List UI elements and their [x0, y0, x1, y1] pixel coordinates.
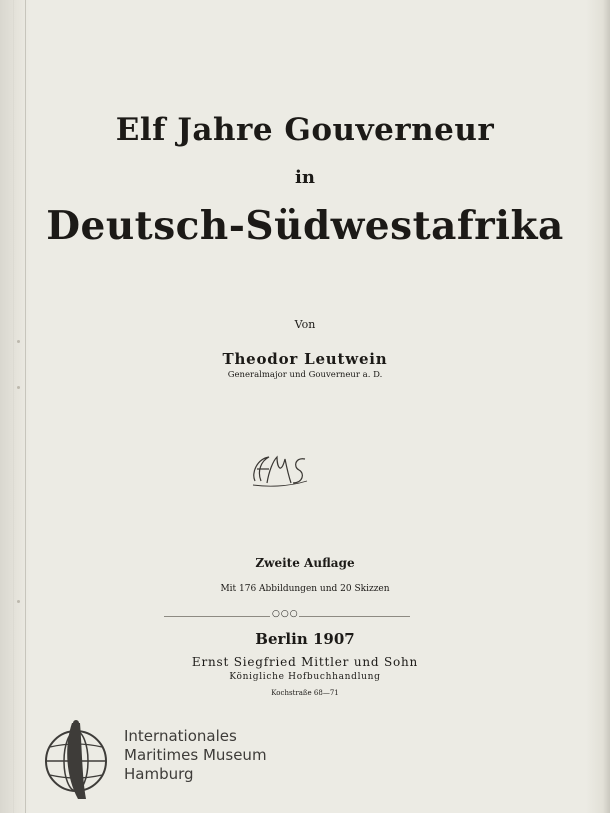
- museum-line-3: Hamburg: [124, 765, 194, 783]
- publisher-name: Ernst Siegfried Mittler und Sohn: [191, 655, 419, 669]
- divider-right: [299, 616, 410, 617]
- bookshop-name: Königliche Hofbuchhandlung: [229, 672, 381, 682]
- author-by: Von: [294, 318, 316, 331]
- publisher-address: Kochstraße 68—71: [271, 689, 339, 697]
- author-rank: Generalmajor und Gouverneur a. D.: [227, 370, 383, 380]
- author-name: Theodor Leutwein: [222, 350, 388, 368]
- museum-line-2: Maritimes Museum: [124, 746, 267, 764]
- museum-watermark-text: [124, 727, 267, 784]
- museum-line-1: Internationales: [124, 727, 237, 745]
- paper-speck: [17, 340, 20, 343]
- paper-speck: [17, 600, 20, 603]
- title-line-2: in: [295, 167, 315, 188]
- ship-globe-logo-icon: [42, 717, 114, 801]
- title-line-1: Elf Jahre Gouverneur: [115, 112, 495, 148]
- paper-speck: [17, 386, 20, 389]
- illustrations-note: Mit 176 Abbildungen und 20 Skizzen: [220, 584, 390, 594]
- place-year: Berlin 1907: [255, 630, 355, 648]
- divider-ornament: ○○○: [272, 609, 299, 619]
- divider-left: [164, 616, 270, 617]
- edition-label: Zweite Auflage: [255, 556, 355, 570]
- title-line-3: Deutsch-Südwestafrika: [46, 203, 564, 249]
- publisher-monogram: [247, 451, 313, 491]
